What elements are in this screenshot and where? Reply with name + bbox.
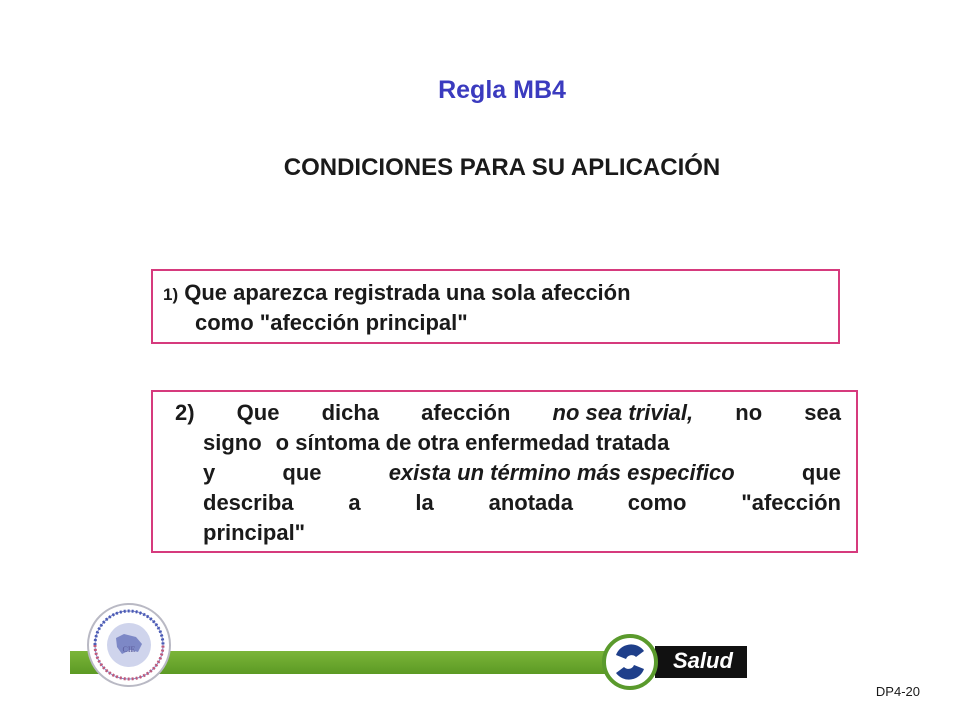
- condition-2-text: [175, 398, 841, 548]
- condition-2-emphasis: no sea trivial,: [552, 400, 694, 425]
- condition-2-line-2: [175, 428, 841, 458]
- condition-box-2: [151, 390, 858, 553]
- condition-2-word: la: [415, 490, 434, 515]
- condition-2-word: dicha: [321, 400, 380, 425]
- condition-2-word: anotada: [488, 490, 573, 515]
- condition-2-emphasis: exista un término más especifico: [388, 460, 735, 485]
- condition-2-number: 2): [175, 400, 195, 425]
- condition-2-word: y: [203, 460, 216, 485]
- slide-subtitle: CONDICIONES PARA SU APLICACIÓN: [283, 154, 721, 181]
- condition-2-word: que: [801, 460, 841, 485]
- condition-2-word: que: [282, 460, 322, 485]
- cie-seal-logo: [86, 602, 172, 688]
- condition-2-word: sea: [804, 400, 841, 425]
- condition-2-word: Que: [236, 400, 280, 425]
- condition-2-word: o síntoma de otra enfermedad tratada: [275, 430, 670, 455]
- condition-2-word: a: [348, 490, 361, 515]
- seal-center-text: CIE: [122, 645, 136, 654]
- slide-title: Regla MB4: [438, 76, 566, 104]
- condition-2-word: signo: [203, 430, 262, 455]
- condition-2-word: como: [627, 490, 687, 515]
- condition-2-word: no: [735, 400, 763, 425]
- condition-2-line-3: [175, 458, 841, 488]
- condition-1-number: 1): [163, 285, 179, 304]
- salud-brand-text: Salud: [673, 648, 733, 673]
- condition-2-word: describa: [203, 490, 294, 515]
- condition-box-1: [151, 269, 840, 344]
- condition-2-word: principal": [203, 520, 306, 545]
- condition-1-line-2: como "afección principal": [195, 310, 468, 335]
- condition-2-word: afección: [421, 400, 511, 425]
- condition-1-line-1: Que aparezca registrada una sola afección: [184, 280, 631, 305]
- slide-code: DP4-20: [875, 684, 920, 699]
- condition-2-line-4: [175, 488, 841, 518]
- condition-1-text: [163, 279, 823, 337]
- condition-2-line-1: [175, 398, 841, 428]
- condition-2-line-5: [175, 518, 841, 548]
- salud-swirl-logo: [598, 633, 662, 691]
- condition-2-word: "afección: [741, 490, 841, 515]
